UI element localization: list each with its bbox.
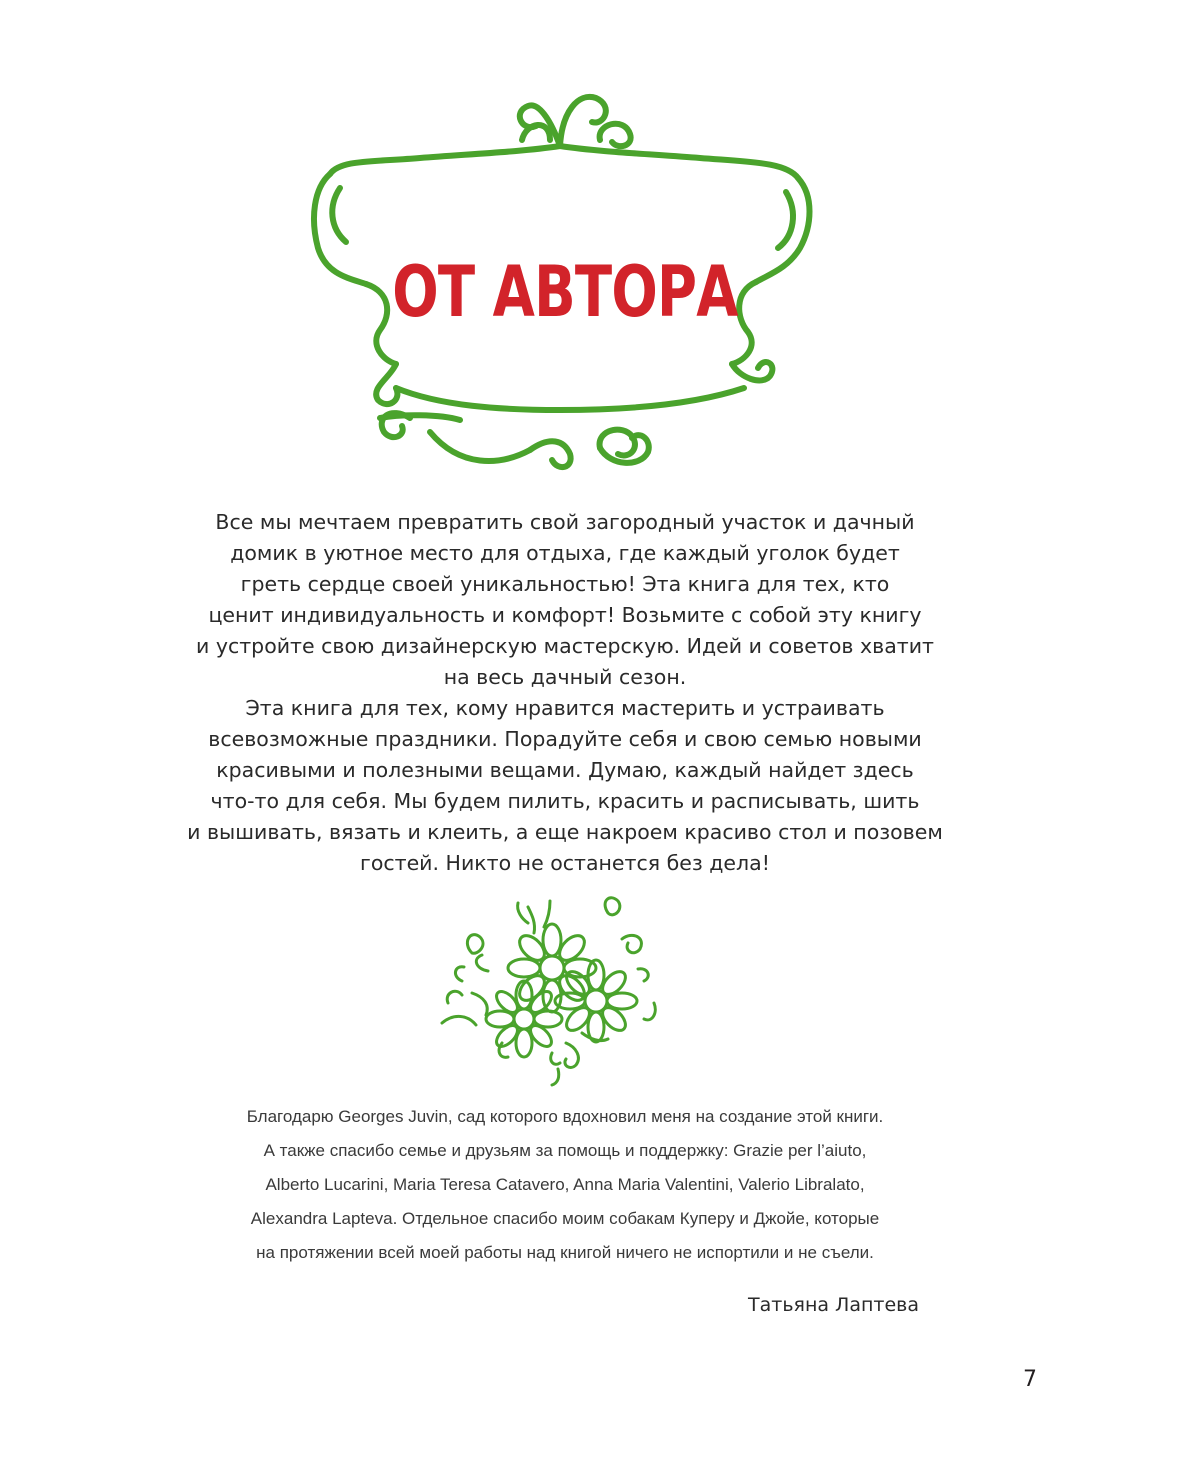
intro-line: греть сердце своей уникальностью! Эта книга для тех, кто bbox=[240, 572, 890, 596]
intro-line: и устройте свою дизайнерскую мастерскую. Идей и советов хватит bbox=[196, 634, 934, 658]
intro-line: красивыми и полезными вещами. Думаю, каждый найдет здесь bbox=[216, 758, 914, 782]
acknowledgements-line: Благодарю Georges Juvin, сад которого вдохновил меня на создание этой книги. bbox=[246, 1107, 884, 1126]
intro-line: Эта книга для тех, кому нравится мастерить и устраивать bbox=[245, 696, 885, 720]
intro-line: на весь дачный сезон. bbox=[443, 665, 687, 689]
intro-line: и вышивать, вязать и клеить, а еще накроем красиво стол и позовем bbox=[187, 820, 943, 844]
acknowledgements-text bbox=[180, 1100, 950, 1270]
intro-line: ценит индивидуальность и комфорт! Возьмите с собой эту книгу bbox=[208, 603, 922, 627]
acknowledgements-line: Alberto Lucarini, Maria Teresa Catavero, Anna Maria Valentini, Valerio Libralato, bbox=[265, 1175, 865, 1194]
acknowledgements-line: на протяжении всей моей работы над книгой ничего не испортили и не съели. bbox=[256, 1243, 874, 1262]
page-title: ОТ АВТОРА bbox=[392, 251, 738, 333]
intro-line: домик в уютное место для отдыха, где каждый уголок будет bbox=[230, 541, 900, 565]
intro-line: Все мы мечтаем превратить свой загородный участок и дачный bbox=[215, 510, 915, 534]
acknowledgements-line: А также спасибо семье и друзьям за помощь и поддержку: Grazie per l’aiuto, bbox=[263, 1141, 867, 1160]
page-number: 7 bbox=[1023, 1367, 1037, 1392]
intro-text bbox=[180, 507, 950, 879]
intro-line: что-то для себя. Мы будем пилить, красить и расписывать, шить bbox=[210, 789, 920, 813]
acknowledgements-line: Alexandra Lapteva. Отдельное спасибо моим собакам Куперу и Джойе, которые bbox=[250, 1209, 880, 1228]
intro-line: всевозможные праздники. Порадуйте себя и свою семью новыми bbox=[208, 727, 922, 751]
author-signature: Татьяна Лаптева bbox=[748, 1294, 919, 1316]
flowers-illustration-icon bbox=[432, 893, 664, 1088]
intro-line: гостей. Никто не останется без дела! bbox=[360, 851, 770, 875]
